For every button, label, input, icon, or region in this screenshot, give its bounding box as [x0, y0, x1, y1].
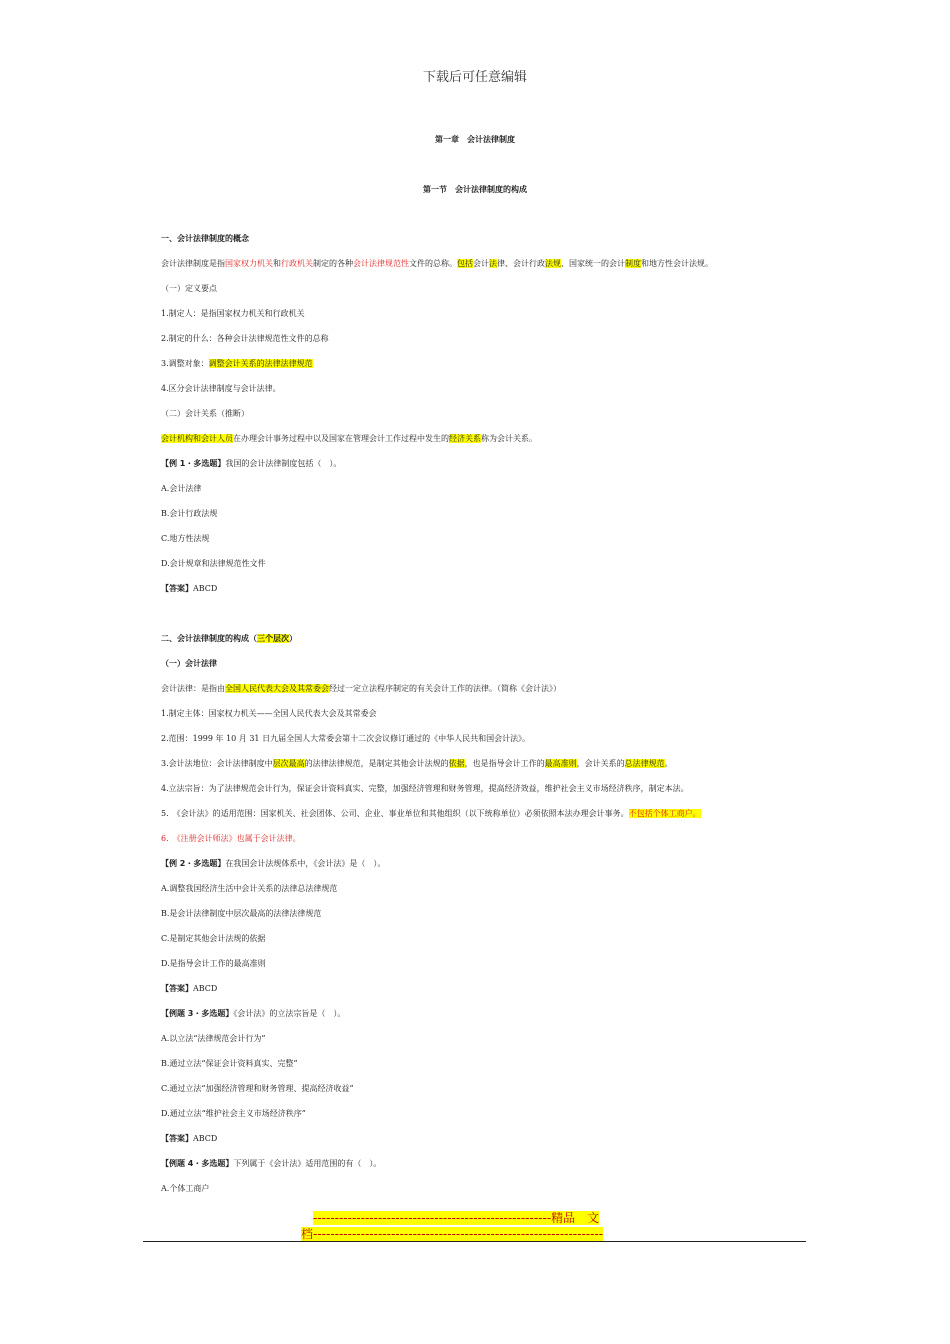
option-c: C.是制定其他会计法规的依据 — [161, 934, 266, 943]
page-header: 下载后可任意编辑 — [422, 70, 527, 85]
list-item: 6. 《注册会计师法》也属于会计法律。 — [161, 834, 301, 843]
option-a: A.会计法律 — [161, 484, 202, 493]
option-d: D.是指导会计工作的最高准则 — [161, 959, 266, 968]
answer: 【答案】ABCD — [161, 984, 218, 993]
section-title: 第一节 会计法律制度的构成 — [423, 185, 527, 194]
subheading-relation: （二）会计关系（推断） — [161, 409, 249, 418]
example-question: 【例题 3・多选题】《会计法》的立法宗旨是（ ）。 — [161, 1009, 346, 1018]
footer-banner: -------------------------------------------------------精品 文 档------------------------------------------------------------------- — [301, 1211, 604, 1241]
list-item: 1.制定主体：国家权力机关——全国人民代表大会及其常委会 — [161, 709, 377, 718]
option-c: C.地方性法规 — [161, 534, 210, 543]
list-item: 2.范围：1999 年 10 月 31 日九届全国人大常委会第十二次会议修订通过的《中华人民共和国会计法》。 — [161, 734, 531, 743]
answer: 【答案】ABCD — [161, 1134, 218, 1143]
section-2-heading: 二、会计法律制度的构成（三个层次） — [161, 634, 297, 643]
list-item: 2.制定的什么：各种会计法律规范性文件的总称 — [161, 334, 329, 343]
list-item: 4.立法宗旨：为了法律规范会计行为，保证会计资料真实、完整，加强经济管理和财务管理，提高经济效益，维护社会主义市场经济秩序，制定本法。 — [161, 784, 689, 793]
answer: 【答案】ABCD — [161, 584, 218, 593]
paragraph-relation: 会计机构和会计人员在办理会计事务过程中以及国家在管理会计工作过程中发生的经济关系称为会计关系。 — [161, 434, 537, 443]
example-question: 【例 1・多选题】我国的会计法律制度包括（ ）。 — [161, 459, 342, 468]
option-d: D.通过立法“维护社会主义市场经济秩序” — [161, 1109, 306, 1118]
footer-divider — [143, 1241, 806, 1242]
list-item: 5. 《会计法》的适用范围：国家机关、社会团体、公司、企业、事业单位和其他组织（以下统称单位）必须依照本法办理会计事务。不包括个体工商户。 — [161, 809, 701, 818]
subheading-definition: （一）定义要点 — [161, 284, 217, 293]
list-item: 1.制定人：是指国家权力机关和行政机关 — [161, 309, 305, 318]
option-d: D.会计规章和法律规范性文件 — [161, 559, 266, 568]
option-a: A.调整我国经济生活中会计关系的法律总法律规范 — [161, 884, 338, 893]
subheading-accounting-law: （一）会计法律 — [161, 659, 217, 668]
example-question: 【例题 4・多选题】下列属于《会计法》适用范围的有（ ）。 — [161, 1159, 382, 1168]
option-c: C.通过立法“加强经济管理和财务管理、提高经济收益” — [161, 1084, 354, 1093]
paragraph-accounting-law: 会计法律：是指由全国人民代表大会及其常委会经过一定立法程序制定的有关会计工作的法律。（简称《会计法》） — [161, 684, 561, 693]
chapter-title: 第一章 会计法律制度 — [435, 135, 515, 144]
list-item: 3.会计法地位：会计法律制度中层次最高的法律法律规范，是制定其他会计法规的依据，也是指导会计工作的最高准则，会计关系的总法律规范。 — [161, 759, 673, 768]
option-b: B.会计行政法规 — [161, 509, 218, 518]
option-a: A.以立法“法律规范会计行为” — [161, 1034, 266, 1043]
option-b: B.通过立法“保证会计资料真实、完整” — [161, 1059, 298, 1068]
example-question: 【例 2・多选题】在我国会计法规体系中，《会计法》是（ ）。 — [161, 859, 386, 868]
option-b: B.是会计法律制度中层次最高的法律法律规范 — [161, 909, 322, 918]
list-item: 4.区分会计法律制度与会计法律。 — [161, 384, 281, 393]
paragraph-concept: 会计法律制度是指国家权力机关和行政机关制定的各种会计法律规范性文件的总称。包括会计法律、会计行政法规、国家统一的会计制度和地方性会计法规。 — [161, 259, 713, 268]
option-a: A.个体工商户 — [161, 1184, 210, 1193]
list-item: 3.调整对象：调整会计关系的法律法律规范 — [161, 359, 313, 368]
section-1-heading: 一、会计法律制度的概念 — [161, 234, 249, 243]
